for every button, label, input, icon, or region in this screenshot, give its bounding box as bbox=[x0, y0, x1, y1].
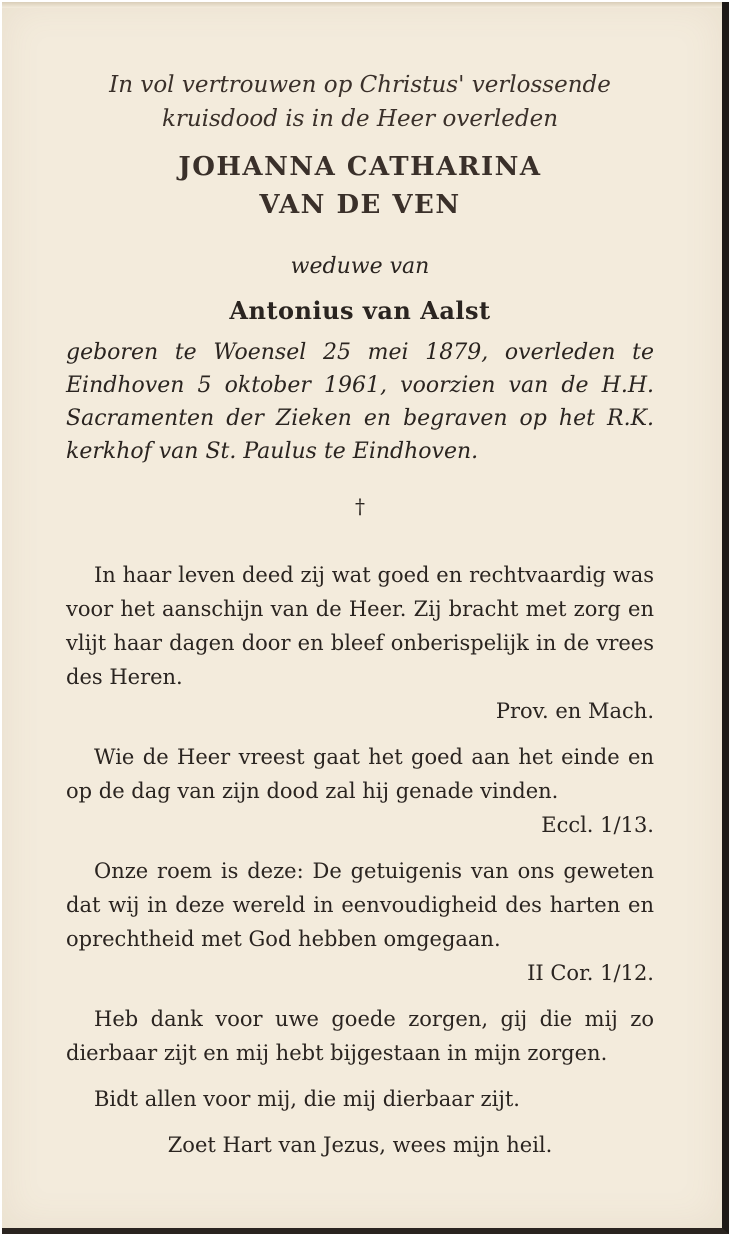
verse-reference: II Cor. 1/12. bbox=[527, 961, 654, 985]
verse-text: Heb dank voor uwe goede zorgen, gij die mij zo dierbaar zijt en mij hebt bijgestaan in mijn zorgen. bbox=[66, 1007, 654, 1065]
card-top-edge bbox=[2, 2, 722, 8]
verse-reference: Prov. en Mach. bbox=[495, 699, 654, 723]
verse-text: Onze roem is deze: De getuigenis van ons geweten dat wij in deze wereld in eenvoudigheid des harten en oprechtheid met God hebben omgegaan. bbox=[66, 859, 654, 951]
biography-text: geboren te Woensel 25 mei 1879, overleden te Eindhoven 5 oktober 1961, voorzien van de H.H. Sacramenten der Zieken en begraven op het R.K. kerkhof van St. Paulus te Eindhoven. bbox=[66, 340, 654, 464]
widow-of-label: weduwe van bbox=[290, 254, 430, 279]
closing-prayer: Bidt allen voor mij, die mij dierbaar zijt. bbox=[94, 1087, 520, 1111]
husband-name: Antonius van Aalst bbox=[229, 296, 491, 325]
verses-section bbox=[66, 558, 654, 1162]
final-invocation: Zoet Hart van Jezus, wees mijn heil. bbox=[167, 1133, 553, 1157]
memorial-card bbox=[2, 2, 729, 1234]
verse-reference: Eccl. 1/13. bbox=[541, 813, 654, 837]
verse-text: In haar leven deed zij wat goed en rechtvaardig was voor het aanschijn van de Heer. Zij bracht met zorg en vlijt haar dagen door en bleef onberispelijk in de vrees des Heren. bbox=[66, 563, 654, 689]
deceased-name bbox=[66, 148, 654, 224]
intro-line-1: In vol vertrouwen op Christus' verlossende bbox=[109, 72, 611, 98]
deceased-name-line-1: JOHANNA CATHARINA bbox=[178, 152, 542, 182]
verse-paragraph bbox=[66, 558, 654, 728]
verse-text: Wie de Heer vreest gaat het goed aan het einde en op de dag van zijn dood zal hij genade vinden. bbox=[66, 745, 654, 803]
intro-line-2: kruisdood is in de Heer overleden bbox=[161, 106, 559, 132]
deceased-name-line-2: VAN DE VEN bbox=[259, 190, 461, 220]
intro-text bbox=[66, 68, 654, 136]
verse-paragraph bbox=[66, 740, 654, 842]
cross-icon: † bbox=[355, 494, 365, 518]
verse-paragraph bbox=[66, 854, 654, 990]
verse-paragraph bbox=[66, 1002, 654, 1070]
card-content bbox=[66, 68, 654, 1174]
